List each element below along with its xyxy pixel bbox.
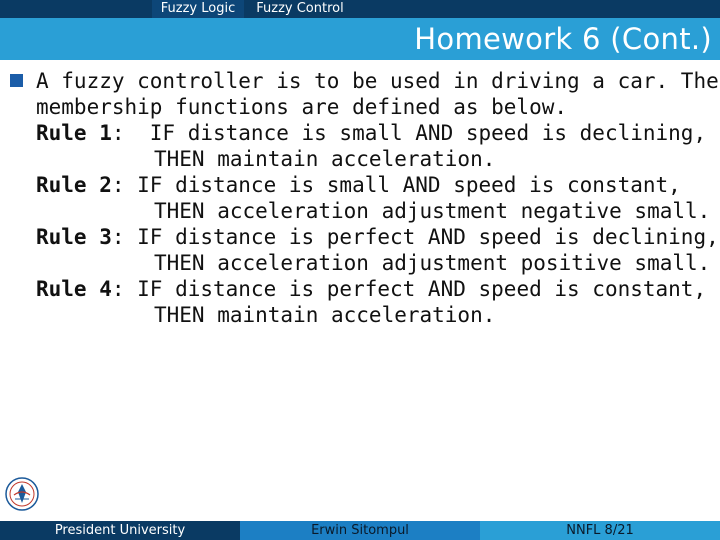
rule-1-condition: : IF distance is small AND speed is declining, xyxy=(111,121,707,145)
rule-4 xyxy=(36,276,706,302)
square-bullet-icon xyxy=(10,74,23,87)
rule-3-condition: : IF distance is perfect AND speed is declining, xyxy=(111,225,719,249)
rule-2 xyxy=(36,172,681,198)
breadcrumb-fuzzy-logic[interactable]: Fuzzy Logic xyxy=(152,0,244,18)
rule-4-label: Rule 4 xyxy=(36,277,112,301)
footer-bar xyxy=(0,521,720,540)
rule-3-consequence: THEN acceleration adjustment positive small. xyxy=(154,251,711,275)
intro-line-2: membership functions are defined as below. xyxy=(36,95,568,119)
rule-1-consequence: THEN maintain acceleration. xyxy=(154,147,496,171)
rule-4-consequence: THEN maintain acceleration. xyxy=(154,303,496,327)
rule-2-label: Rule 2 xyxy=(36,173,112,197)
rule-3 xyxy=(36,224,719,250)
rule-4-condition: : IF distance is perfect AND speed is constant, xyxy=(111,277,707,301)
breadcrumb-fuzzy-control[interactable]: Fuzzy Control xyxy=(256,1,344,16)
rule-1 xyxy=(36,120,706,146)
rule-2-consequence: THEN acceleration adjustment negative small. xyxy=(154,199,711,223)
intro-line-1: A fuzzy controller is to be used in driving a car. The xyxy=(36,69,719,93)
rule-2-condition: : IF distance is small AND speed is constant, xyxy=(111,173,681,197)
footer-page-number: NNFL 8/21 xyxy=(480,521,720,540)
rule-3-label: Rule 3 xyxy=(36,225,112,249)
university-logo-icon xyxy=(2,475,42,520)
rule-1-label: Rule 1 xyxy=(36,121,112,145)
footer-university: President University xyxy=(0,521,240,540)
slide-title: Homework 6 (Cont.) xyxy=(414,22,712,56)
footer-author: Erwin Sitompul xyxy=(240,521,480,540)
top-navigation-bar xyxy=(0,0,720,18)
